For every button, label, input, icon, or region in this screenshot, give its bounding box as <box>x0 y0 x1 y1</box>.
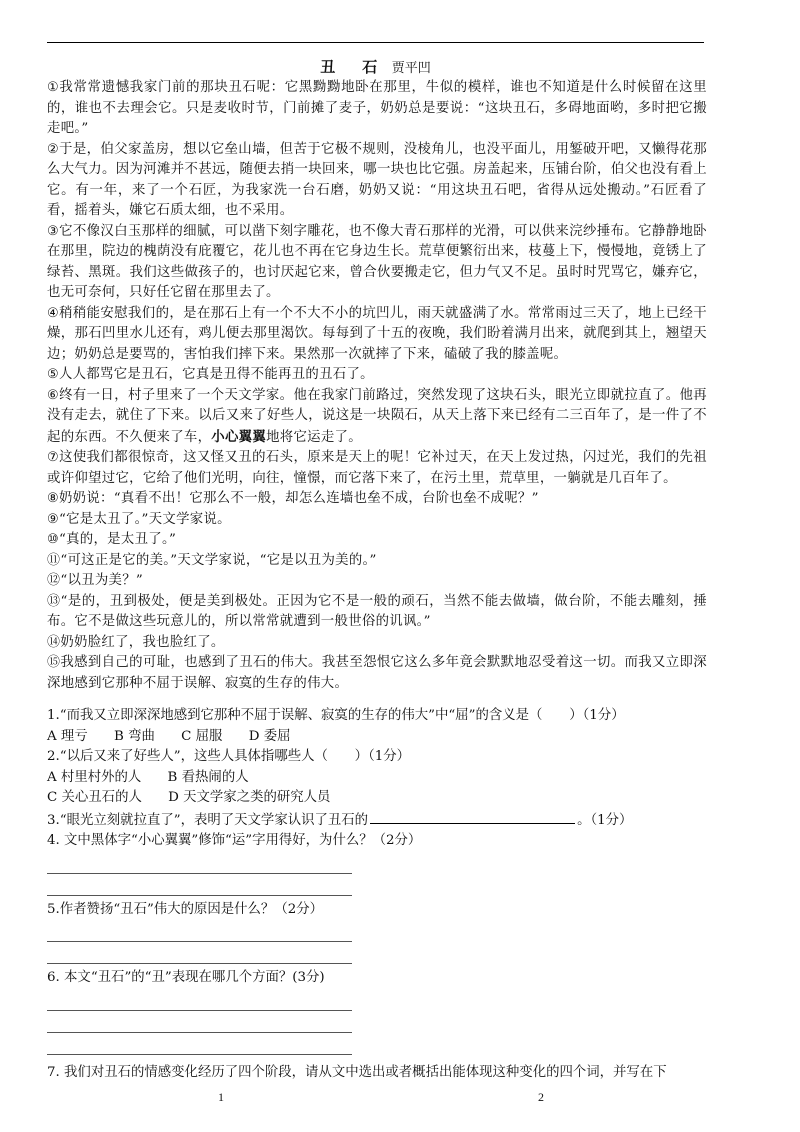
option[interactable]: A 村里村外的人 <box>47 769 142 785</box>
option[interactable]: B 看热闹的人 <box>167 769 249 785</box>
question-1: 1.“而我又立即深深地感到它那种不屈于误解、寂寞的生存的伟大”中“屈”的含义是（ ）（1分） <box>47 708 625 723</box>
answer-line[interactable] <box>47 920 352 942</box>
top-rule <box>47 42 704 43</box>
question-5: 5.作者赞扬“丑石”伟大的原因是什么？（2分） <box>47 901 324 917</box>
paragraph-7: ⑦这使我们都很惊奇，这又怪又丑的石头，原来是天上的呢！它补过天，在天上发过热，闪过光，我们的先祖或许仰望过它，它给了他们光明，向往，憧憬，而它落下来了，在污土里，荒草里，一躺就是几百年了。 <box>47 450 707 486</box>
question-2-options-row-1 <box>47 768 707 789</box>
page-number-left: 1 <box>218 1090 224 1104</box>
paragraph-3: ③它不像汉白玉那样的细腻，可以凿下刻字雕花，也不像大青石那样的光滑，可以供来浣纱捶布。它静静地卧在那里，院边的槐荫没有庇覆它，花儿也不再在它身边生长。荒草便繁衍出来，枝蔓上下，慢慢地，竟锈上了绿苔、黑斑。我们这些做孩子的，也讨厌起它来，曾合伙要搬走它，但力气又不足。虽时时咒骂它，嫌弃它，也无可奈何，只好任它留在那里去了。 <box>47 223 707 300</box>
paragraph-12: ⑫“以丑为美？” <box>47 573 144 588</box>
question-2-options-row-2 <box>47 788 707 809</box>
paragraph-2: ②于是，伯父家盖房，想以它垒山墙，但苦于它极不规则，没棱角儿，也没平面儿，用錾破开吧，又懒得花那么大气力。因为河滩并不甚远，随便去捎一块回来，哪一块也比它强。房盖起来，压铺台阶，伯父也没有看上它。有一年，来了一个石匠，为我家洗一台石磨，奶奶又说：“用这块丑石吧，省得从远处搬动。”石匠看了看，摇着头，嫌它石质太细，也不采用。 <box>47 141 707 218</box>
paragraph-1: ①我常常遗憾我家门前的那块丑石呢：它黑黝黝地卧在那里，牛似的模样，谁也不知道是什么时候留在这里的，谁也不去理会它。只是麦收时节，门前摊了麦子，奶奶总是要说：“这块丑石，多碍地面哟，多时把它搬走吧。” <box>47 80 707 136</box>
paragraph-13: ⑬“是的，丑到极处，便是美到极处。正因为它不是一般的顽石，当然不能去做墙，做台阶，不能去雕刻，捶布。它不是做这些玩意儿的，所以常常就遭到一般世俗的讥讽。” <box>47 593 707 629</box>
answer-line[interactable] <box>47 1011 352 1033</box>
paragraph-5: ⑤人人都骂它是丑石，它真是丑得不能再丑的丑石了。 <box>47 367 374 382</box>
paragraph-9: ⑨“它是太丑了。”天文学家说。 <box>47 511 231 527</box>
answer-line[interactable] <box>47 852 352 874</box>
answer-line[interactable] <box>47 989 352 1011</box>
option[interactable]: B 弯曲 <box>113 728 155 744</box>
paragraph-11: ⑪“可这正是它的美。”天文学家说，“它是以丑为美的。” <box>47 552 377 568</box>
question-7: 7. 我们对丑石的情感变化经历了四个阶段，请从文中选出或者概括出能体现这种变化的四个词，并写在下 <box>47 1064 667 1080</box>
page-number-right: 2 <box>538 1090 544 1104</box>
answer-line[interactable] <box>47 942 352 964</box>
question-4: 4. 文中黑体字“小心翼翼”修饰“运”字用得好，为什么？（2分） <box>47 833 422 848</box>
paragraph-8: ⑧奶奶说：“真看不出！它那么不一般，却怎么连墙也垒不成，台阶也垒不成呢？” <box>47 491 539 506</box>
article-header <box>47 58 704 78</box>
paragraph-15: ⑮我感到自己的可耻，也感到了丑石的伟大。我甚至怨恨它这么多年竟会默默地忍受着这一切。而我又立即深深地感到它那种不屈于误解、寂寞的生存的伟大。 <box>47 655 707 691</box>
question-3: 3.“眼光立刻就拉直了”，表明了天文学家认识了丑石的 。（1分） <box>47 809 707 832</box>
answer-line[interactable] <box>47 1033 352 1055</box>
article-author: 贾平凹 <box>391 61 431 76</box>
questions <box>47 706 707 1083</box>
article-title: 丑 石 <box>320 58 384 76</box>
paragraph-14: ⑭奶奶脸红了，我也脸红了。 <box>47 634 225 650</box>
option[interactable]: D 天文学家之类的研究人员 <box>168 790 331 805</box>
option[interactable]: C 关心丑石的人 <box>47 790 142 805</box>
question-6: 6. 本文“丑石”的“丑”表现在哪几个方面？(3分) <box>47 970 325 985</box>
question-2: 2.“以后又来了好些人”，这些人具体指哪些人（ ）（1分） <box>47 749 411 764</box>
paragraph-6: ⑥终有一日，村子里来了一个天文学家。他在我家门前路过，突然发现了这块石头，眼光立即就拉直了。他再没有走去，就住了下来。以后又来了好些人，说这是一块陨石，从天上落下来已经有二三百年了，是一件了不起的东西。不久便来了车，小心翼翼地将它运走了。 <box>47 387 707 445</box>
option[interactable]: C 屈服 <box>181 728 223 744</box>
paragraph-4: ④稍稍能安慰我们的，是在那石上有一个不大不小的坑凹儿，雨天就盛满了水。常常雨过三天了，地上已经干燥，那石凹里水儿还有，鸡儿便去那里渴饮。每每到了十五的夜晚，我们盼着满月出来，就爬到其上，翘望天边；奶奶总是要骂的，害怕我们摔下来。果然那一次就摔了下来，磕破了我的膝盖呢。 <box>47 305 707 362</box>
paragraph-10: ⑩“真的，是太丑了。” <box>47 532 177 547</box>
option[interactable]: D 委屈 <box>248 728 291 744</box>
answer-line[interactable] <box>47 874 352 896</box>
fill-blank[interactable] <box>370 809 575 824</box>
option[interactable]: A 理亏 <box>47 728 88 744</box>
question-1-options <box>47 727 707 748</box>
passage <box>47 78 707 694</box>
bold-phrase: 小心翼翼 <box>211 428 267 445</box>
